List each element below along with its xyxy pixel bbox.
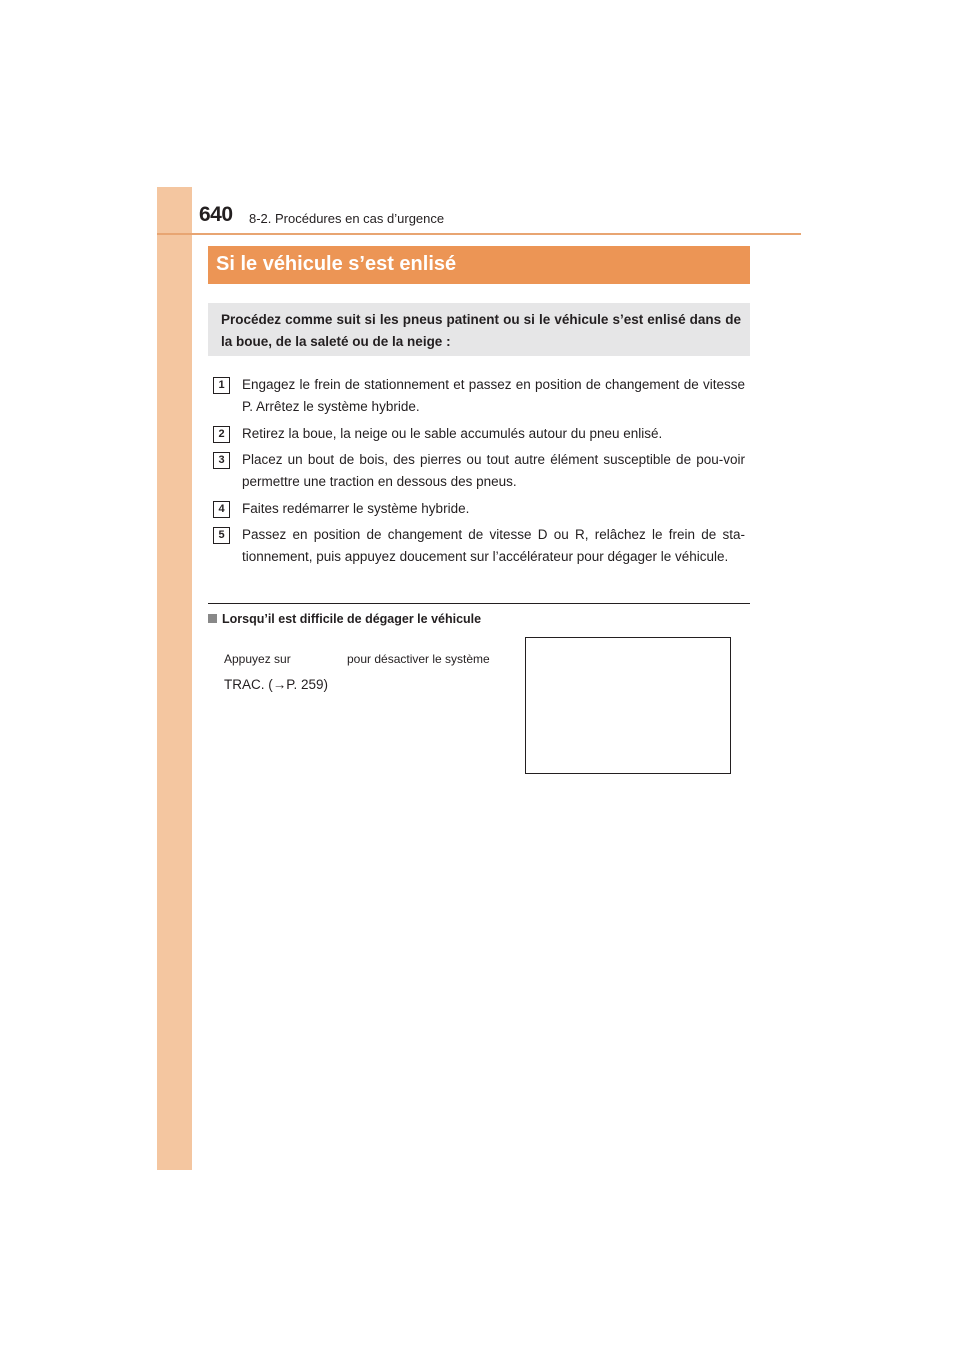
page-number: 640 (199, 203, 233, 226)
step-number: 4 (213, 501, 230, 518)
side-bar (157, 187, 192, 1170)
note-text-part3: TRAC. (→P. 259) (224, 677, 329, 692)
square-bullet-icon (208, 614, 217, 623)
step-number: 1 (213, 377, 230, 394)
intro-text: Procédez comme suit si les pneus patinent ou si le véhicule s’est enlisé dans de la boue, de la saleté ou de la neige : (221, 312, 741, 349)
step-text: Faites redémarrer le système hybride. (242, 501, 470, 516)
step-number: 3 (213, 452, 230, 469)
step-number: 5 (213, 527, 230, 544)
step-text: Engagez le frein de stationnement et passez en position de changement de vitesse P. Arrêtez le système hybride. (242, 377, 745, 414)
illustration-frame (525, 637, 731, 774)
subsection-heading (208, 612, 481, 626)
note-text-part1: Appuyez sur (224, 652, 291, 666)
note-text-part2: pour désactiver le système (347, 652, 490, 666)
chapter-title: 8-2. Procédures en cas d’urgence (249, 211, 445, 226)
section-title: Si le véhicule s’est enlisé (216, 253, 457, 275)
intro-box (208, 303, 750, 356)
step-text: Retirez la boue, la neige ou le sable accumulés autour du pneu enlisé. (242, 426, 663, 441)
step-number: 2 (213, 426, 230, 443)
section-title-bar (208, 246, 750, 284)
subsection-heading-text: Lorsqu’il est difficile de dégager le véhicule (222, 612, 482, 626)
step-text: Placez un bout de bois, des pierres ou tout autre élément susceptible de pou-voir permettre une traction en dessous des pneus. (242, 452, 745, 489)
section-divider (208, 603, 750, 604)
step-text: Passez en position de changement de vitesse D ou R, relâchez le frein de sta-tionnement, puis appuyez doucement sur l’accélérateur pour dégager le véhicule. (242, 527, 745, 564)
header-rule (157, 233, 801, 235)
